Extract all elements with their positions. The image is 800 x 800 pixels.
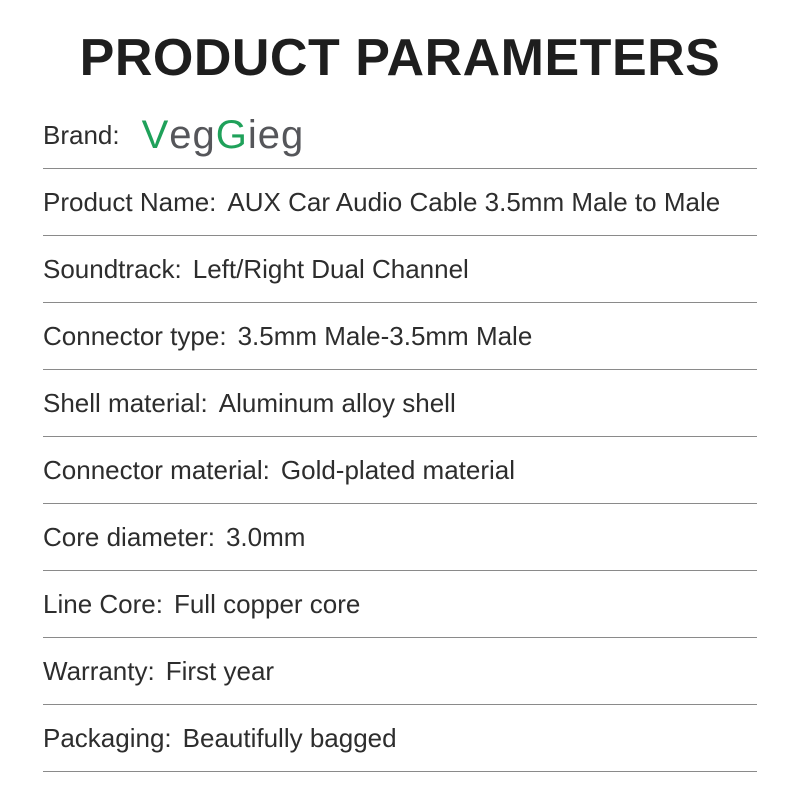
- spec-row-product-name: [43, 169, 757, 236]
- spec-label: Connector material:: [43, 454, 270, 485]
- spec-label: Line Core:: [43, 588, 163, 619]
- spec-value: Beautifully bagged: [182, 722, 397, 753]
- spec-value: First year: [165, 655, 275, 686]
- spec-label: Packaging:: [43, 722, 172, 753]
- spec-label: Shell material:: [43, 387, 208, 418]
- logo-letter-group: ieg: [247, 112, 305, 157]
- spec-value: 3.0mm: [225, 521, 306, 552]
- spec-label: Core diameter:: [43, 521, 215, 552]
- spec-label: Warranty:: [43, 655, 155, 686]
- spec-label: Product Name:: [43, 186, 217, 217]
- spec-row-warranty: [43, 638, 757, 705]
- veggieg-brand-logo: [142, 113, 305, 158]
- spec-row-soundtrack: [43, 236, 757, 303]
- spec-value: Aluminum alloy shell: [218, 387, 456, 418]
- spec-value: AUX Car Audio Cable 3.5mm Male to Male: [227, 186, 721, 217]
- spec-label: Soundtrack:: [43, 253, 182, 284]
- page-title: PRODUCT PARAMETERS: [79, 29, 721, 87]
- spec-row-brand: [43, 102, 757, 169]
- spec-row-connector-material: [43, 437, 757, 504]
- spec-value: Left/Right Dual Channel: [192, 253, 469, 284]
- spec-row-shell-material: [43, 370, 757, 437]
- logo-letter-group: eg: [169, 112, 216, 157]
- spec-row-core-diameter: [43, 504, 757, 571]
- spec-label: Connector type:: [43, 320, 227, 351]
- logo-letter-group: G: [215, 112, 248, 157]
- spec-value: Full copper core: [173, 588, 361, 619]
- spec-row-line-core: [43, 571, 757, 638]
- spec-row-connector-type: [43, 303, 757, 370]
- spec-value: 3.5mm Male-3.5mm Male: [237, 320, 533, 351]
- spec-value: Gold-plated material: [280, 454, 516, 485]
- brand-label: Brand:: [43, 119, 120, 150]
- spec-row-packaging: [43, 705, 757, 772]
- logo-letter-group: V: [141, 112, 170, 157]
